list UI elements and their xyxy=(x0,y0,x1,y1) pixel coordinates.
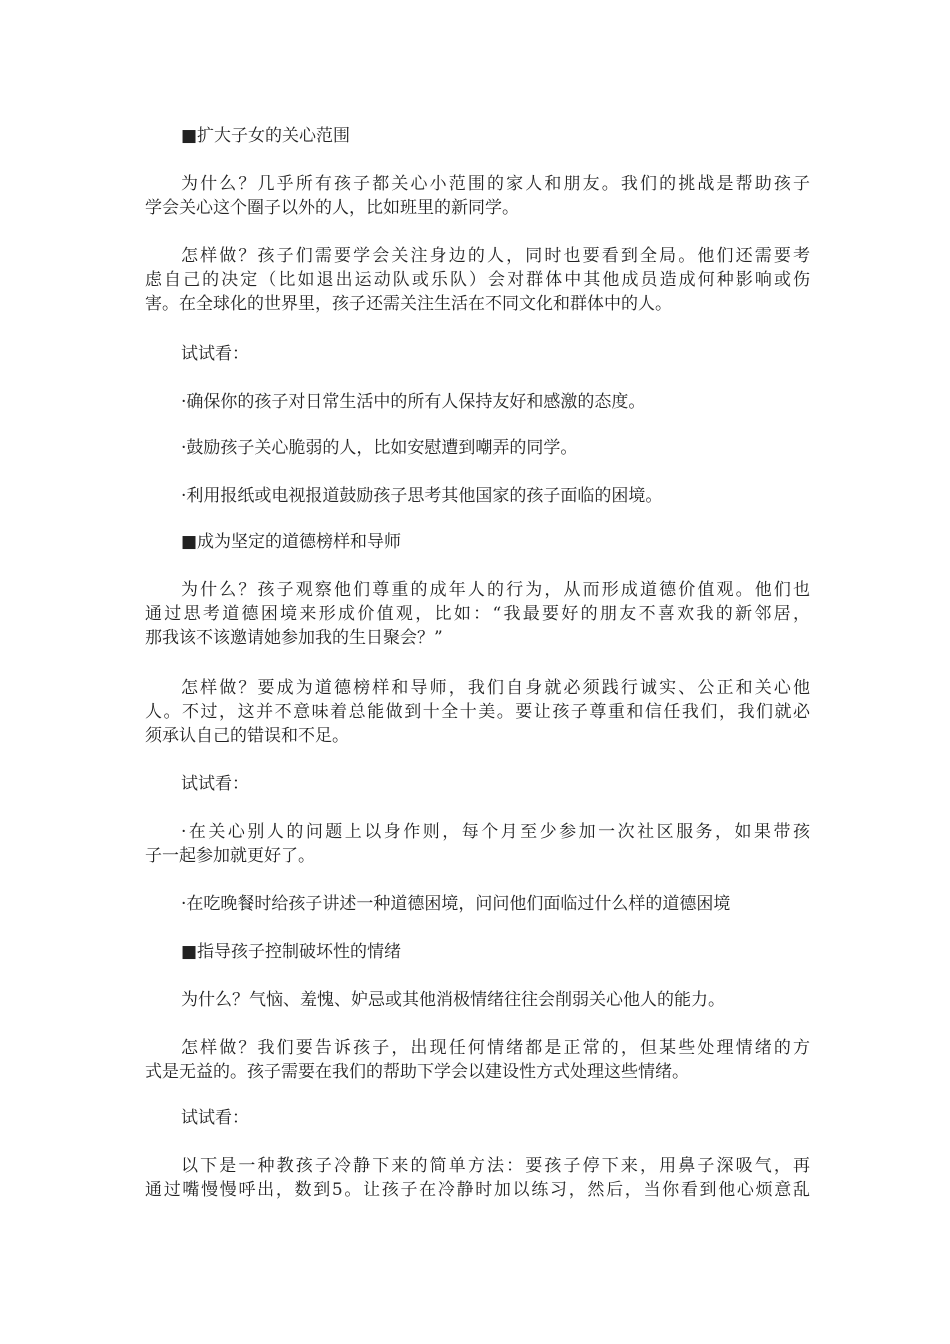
tip-item: ·利用报纸或电视报道鼓励孩子思考其他国家的孩子面临的困境。 xyxy=(181,486,663,506)
text-line: 虑自己的决定（比如退出运动队或乐队）会对群体中其他成员造成何种影响或伤 xyxy=(145,270,810,290)
section1-why-paragraph xyxy=(145,172,810,220)
text-line: 害。在全球化的世界里，孩子还需关注生活在不同文化和群体中的人。 xyxy=(145,294,672,314)
section2-how-paragraph xyxy=(145,676,810,748)
tip-item: ·鼓励孩子关心脆弱的人，比如安慰遭到嘲弄的同学。 xyxy=(181,438,578,458)
section-heading-manage-emotions: ■指导孩子控制破坏性的情绪 xyxy=(181,942,402,962)
section3-why-paragraph: 为什么？气恼、羞愧、妒忌或其他消极情绪往往会削弱关心他人的能力。 xyxy=(181,990,725,1010)
tip-item xyxy=(145,820,810,868)
try-label: 试试看： xyxy=(181,344,249,364)
tip-item: ·确保你的孩子对日常生活中的所有人保持友好和感激的态度。 xyxy=(181,392,646,412)
text-line: 通过思考道德困境来形成价值观，比如：“我最要好的朋友不喜欢我的新邻居， xyxy=(145,604,810,624)
section-heading-moral-role-model: ■成为坚定的道德榜样和导师 xyxy=(181,532,402,552)
text-line: 通过嘴慢慢呼出，数到5。让孩子在冷静时加以练习，然后，当你看到他心烦意乱 xyxy=(145,1180,810,1200)
text-line: 为什么？几乎所有孩子都关心小范围的家人和朋友。我们的挑战是帮助孩子 xyxy=(181,174,810,194)
text-line: 式是无益的。孩子需要在我们的帮助下学会以建设性方式处理这些情绪。 xyxy=(145,1062,689,1082)
try-label: 试试看： xyxy=(181,1108,249,1128)
section-heading-broaden-care: ■扩大子女的关心范围 xyxy=(181,126,351,146)
text-line: 那我该不该邀请她参加我的生日聚会？” xyxy=(145,628,443,648)
text-line: ·在关心别人的问题上以身作则，每个月至少参加一次社区服务，如果带孩 xyxy=(181,822,810,842)
section1-how-paragraph xyxy=(145,244,810,316)
calming-method-paragraph xyxy=(145,1154,810,1202)
text-line: 人。不过，这并不意味着总能做到十全十美。要让孩子尊重和信任我们，我们就必 xyxy=(145,702,810,722)
section2-why-paragraph xyxy=(145,578,810,650)
text-line: 子一起参加就更好了。 xyxy=(145,846,315,866)
text-line: 学会关心这个圈子以外的人，比如班里的新同学。 xyxy=(145,198,519,218)
text-line: 须承认自己的错误和不足。 xyxy=(145,726,349,746)
section3-how-paragraph xyxy=(145,1036,810,1084)
text-line: 为什么？孩子观察他们尊重的成年人的行为，从而形成道德价值观。他们也 xyxy=(181,580,810,600)
text-line: 怎样做？要成为道德榜样和导师，我们自身就必须践行诚实、公正和关心他 xyxy=(181,678,810,698)
text-line: 以下是一种教孩子冷静下来的简单方法：要孩子停下来，用鼻子深吸气，再 xyxy=(181,1156,810,1176)
text-line: 怎样做？我们要告诉孩子，出现任何情绪都是正常的，但某些处理情绪的方 xyxy=(181,1038,810,1058)
try-label: 试试看： xyxy=(181,774,249,794)
text-line: 怎样做？孩子们需要学会关注身边的人，同时也要看到全局。他们还需要考 xyxy=(181,246,810,266)
tip-item: ·在吃晚餐时给孩子讲述一种道德困境，问问他们面临过什么样的道德困境 xyxy=(181,894,731,914)
